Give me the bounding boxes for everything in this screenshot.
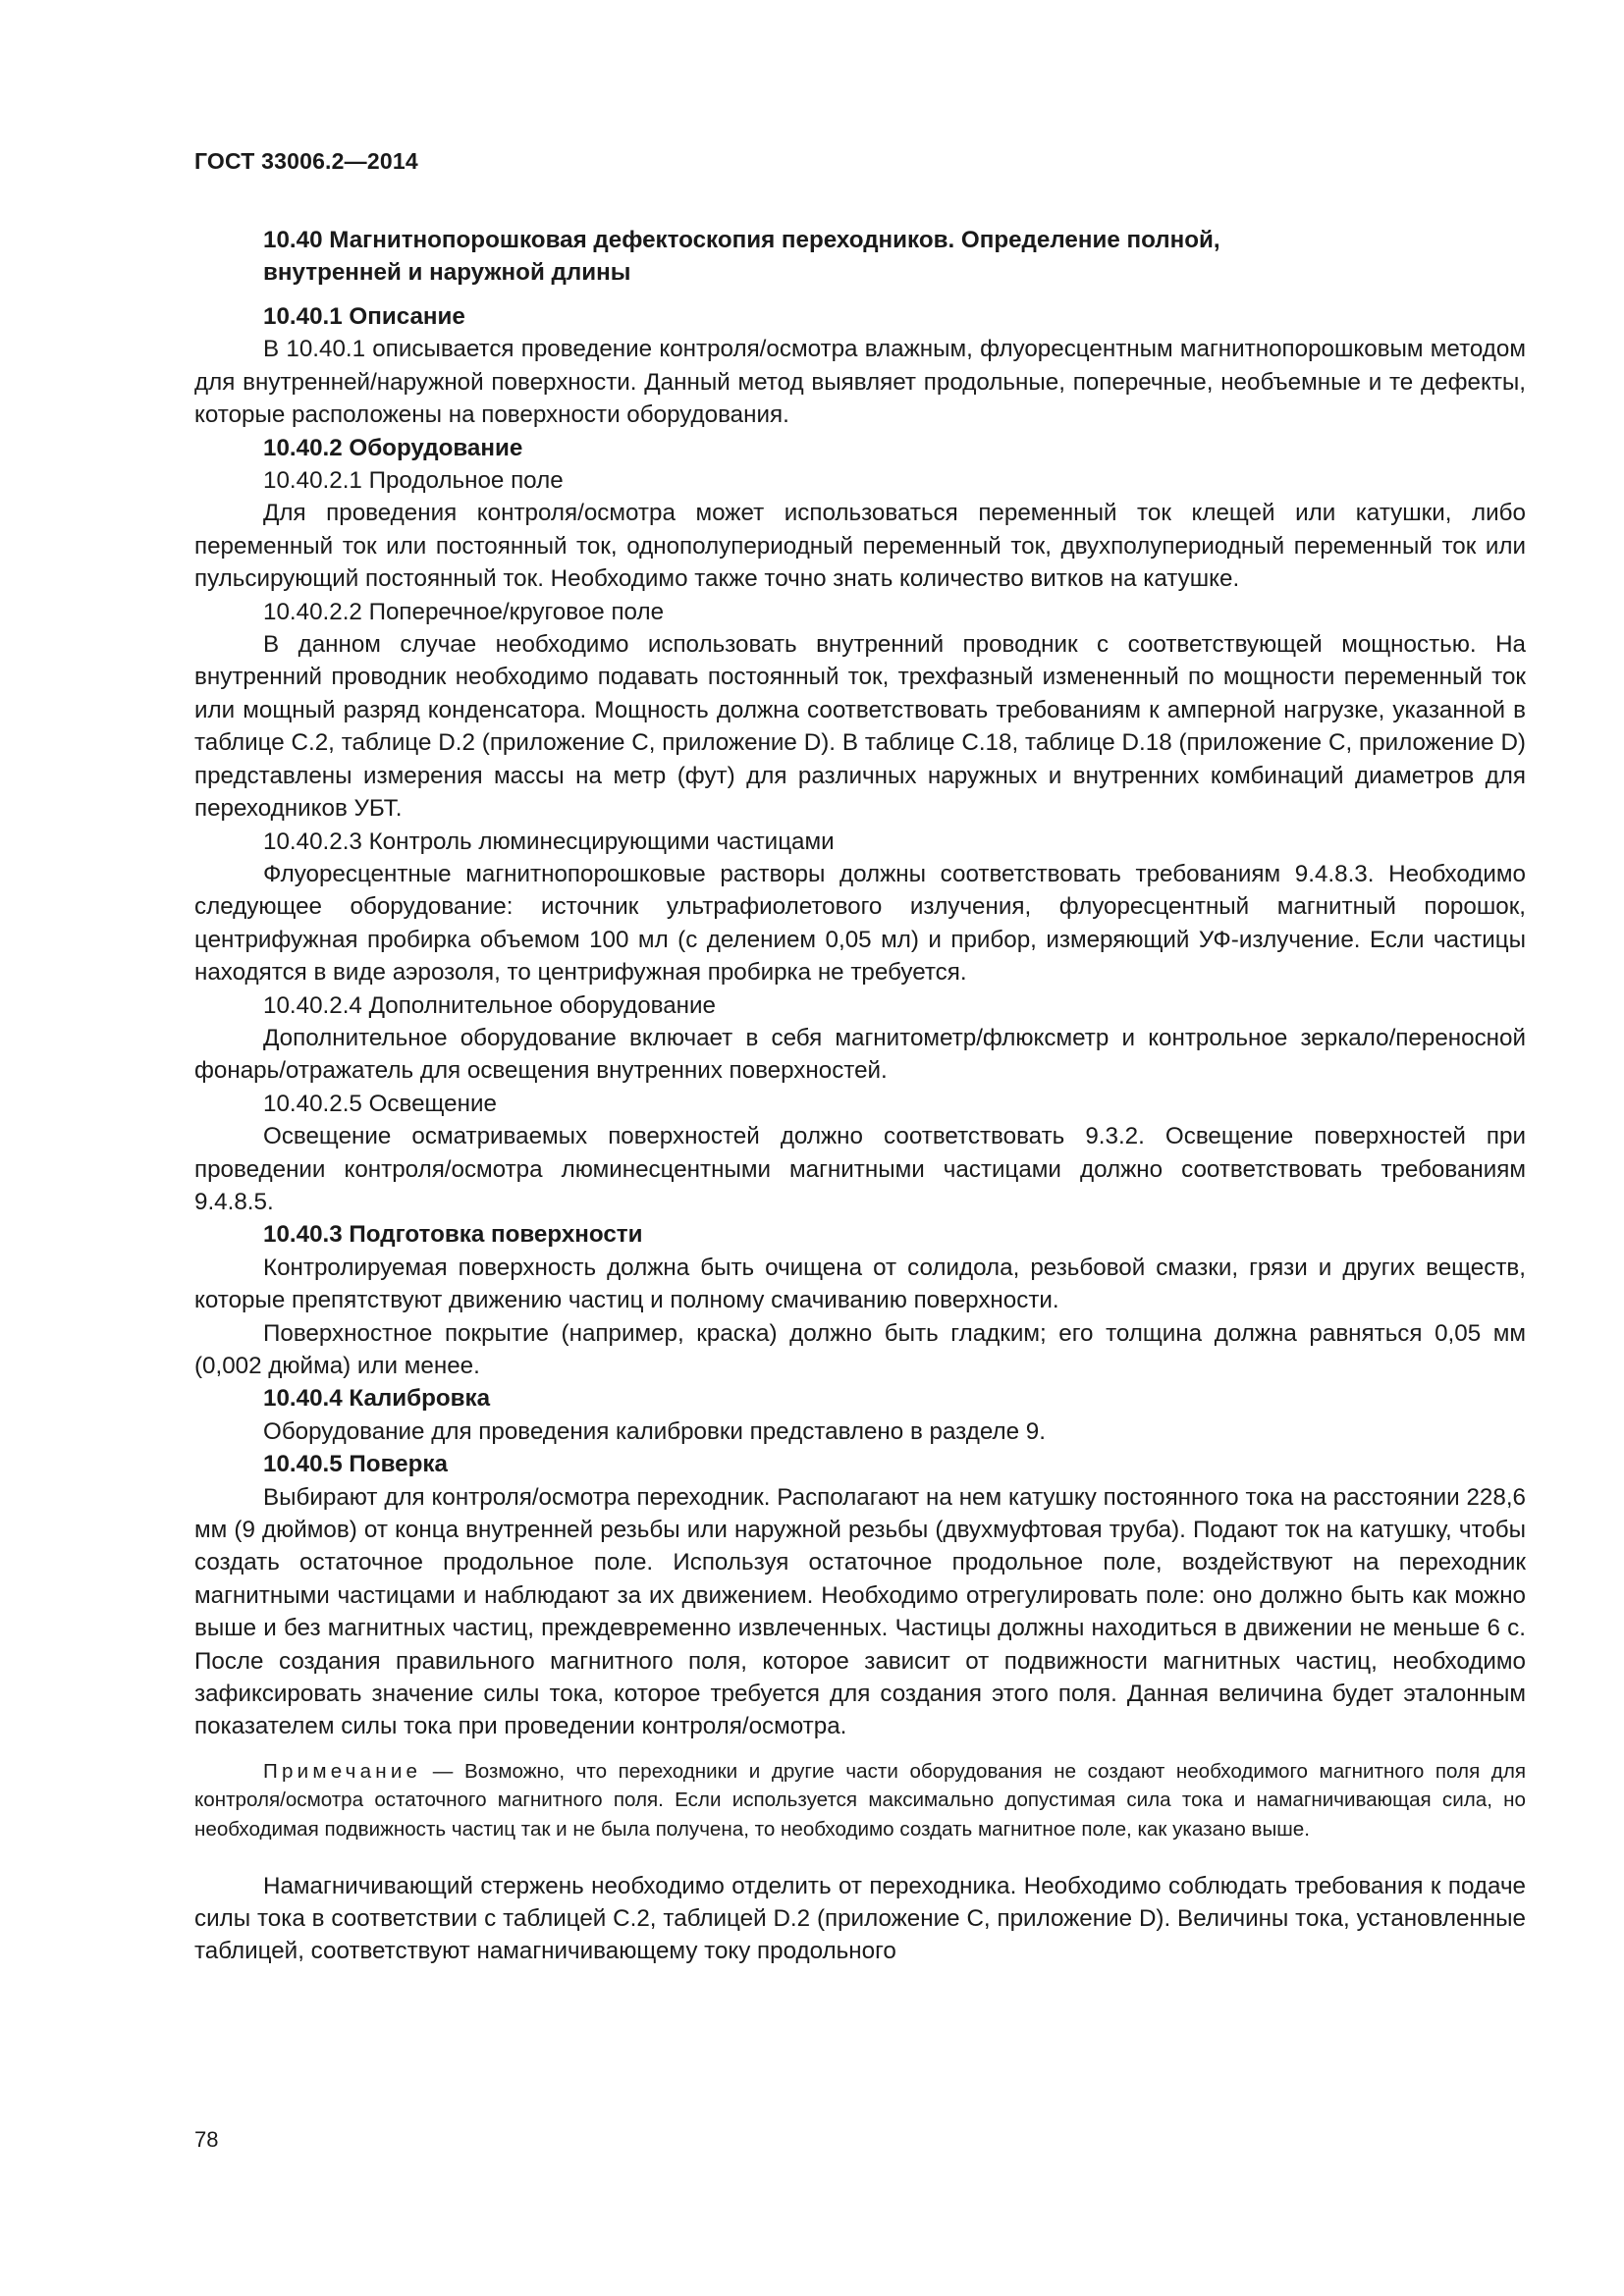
clause-fluorescent-particles: 10.40.2.3 Контроль люминесцирующими частицами [263,828,835,855]
subsection-heading-calibration: 10.40.4 Калибровка [263,1385,491,1413]
section-title [263,224,1526,289]
clause-lighting: 10.40.2.5 Освещение [263,1090,497,1117]
subsection-heading-equipment: 10.40.2 Оборудование [263,434,523,461]
paragraph-magnetizing-rod: Намагничивающий стержень необходимо отделить от переходника. Необходимо соблюдать требования к подаче силы тока в соответствии с таблицей С.2, таблицей D.2 (приложение С, приложение D). Величины тока, установленные таблицей, соответствуют намагничивающему току продольного [194,1872,1526,1965]
paragraph-surface-coating: Поверхностное покрытие (например, краска) должно быть гладким; его толщина должна равняться 0,05 мм (0,002 дюйма) или менее. [194,1319,1526,1379]
paragraph-lighting: Освещение осматриваемых поверхностей должно соответствовать 9.3.2. Освещение поверхностей при проведении контроля/осмотра люминесцентными магнитными частицами должно соответствовать требованиям 9.4.8.5. [194,1123,1526,1215]
paragraph-surface-cleaning: Контролируемая поверхность должна быть очищена от солидола, резьбовой смазки, грязи и других веществ, которые препятствуют движению частиц и полному смачиванию поверхности. [194,1254,1526,1314]
document-code: ГОСТ 33006.2—2014 [194,148,418,174]
clause-additional-equipment: 10.40.2.4 Дополнительное оборудование [263,991,716,1019]
paragraph-verification: Выбирают для контроля/осмотра переходник. Располагают на нем катушку постоянного тока на расстоянии 228,6 мм (9 дюймов) от конца внутренней резьбы или наружной резьбы (двухмуфтовая труба). Подают ток на катушку, чтобы создать остаточное продольное поле. Используя остаточное продольное поле, воздействуют на переходник магнитными частицами и наблюдают за их движением. Необходимо отрегулировать поле: оно должно быть как можно выше и без магнитных частиц, преждевременно извлеченных. Частицы должны находиться в движении не меньше 6 с. После создания правильного магнитного поля, которое зависит от подвижности магнитных частиц, необходимо зафиксировать значение силы тока, которое требуется для создания этого поля. Данная величина будет эталонным показателем силы тока при проведении контроля/осмотра. [194,1483,1526,1740]
paragraph-calibration: Оборудование для проведения калибровки представлено в разделе 9. [263,1417,1046,1445]
paragraph-description: В 10.40.1 описывается проведение контроля/осмотра влажным, флуоресцентным магнитнопорошковым методом для внутренней/наружной поверхности. Данный метод выявляет продольные, поперечные, необъемные и те дефекты, которые расположены на поверхности оборудования. [194,336,1526,429]
subsection-heading-surface-preparation: 10.40.3 Подготовка поверхности [263,1221,643,1249]
note-label: Примечание [263,1759,422,1783]
document-body [194,224,1526,1968]
paragraph-transverse-field: В данном случае необходимо использовать внутренний проводник с соответствующей мощностью. На внутренний проводник необходимо подавать постоянный ток, трехфазный измененный по мощности переменный ток или мощный разряд конденсатора. Мощность должна соответствовать требованиям к амперной нагрузке, указанной в таблице С.2, таблице D.2 (приложение С, приложение D). В таблице С.18, таблице D.18 (приложение С, приложение D) представлены измерения массы на метр (фут) для различных наружных и внутренних комбинаций диаметров для переходников УБТ. [194,631,1526,823]
paragraph-additional-equipment: Дополнительное оборудование включает в себя магнитометр/флюксметр и контрольное зеркало/переносной фонарь/отражатель для освещения внутренних поверхностей. [194,1024,1526,1085]
subsection-heading-verification: 10.40.5 Поверка [263,1451,448,1478]
clause-transverse-field: 10.40.2.2 Поперечное/круговое поле [263,598,665,625]
note-text: — Возможно, что переходники и другие части оборудования не создают необходимого магнитного поля для контроля/осмотра остаточного магнитного поля. Если используется максимально допустимая сила тока и намагничивающая сила, но необходимая подвижность частиц так и не была получена, то необходимо создать магнитное поле, как указано выше. [194,1759,1526,1842]
paragraph-fluorescent-particles: Флуоресцентные магнитнопорошковые растворы должны соответствовать требованиям 9.4.8.3. Необходимо следующее оборудование: источник ультрафиолетового излучения, флуоресцентный магнитный порошок, центрифужная пробирка объемом 100 мл (с делением 0,05 мл) и прибор, измеряющий УФ-излучение. Если частицы находятся в виде аэрозоля, то центрифужная пробирка не требуется. [194,860,1526,987]
section-title-line-2: внутренней и наружной длины [263,259,631,286]
page-number: 78 [194,2127,219,2152]
note-block [194,1757,1526,1844]
subsection-heading-description: 10.40.1 Описание [263,303,465,330]
paragraph-longitudinal-field: Для проведения контроля/осмотра может использоваться переменный ток клещей или катушки, либо переменный ток или постоянный ток, однополупериодный переменный ток, двухполупериодный переменный ток или пульсирующий постоянный ток. Необходимо также точно знать количество витков на катушке. [194,500,1526,593]
clause-longitudinal-field: 10.40.2.1 Продольное поле [263,467,564,495]
section-title-line-1: 10.40 Магнитнопорошковая дефектоскопия переходников. Определение полной, [263,227,1220,253]
